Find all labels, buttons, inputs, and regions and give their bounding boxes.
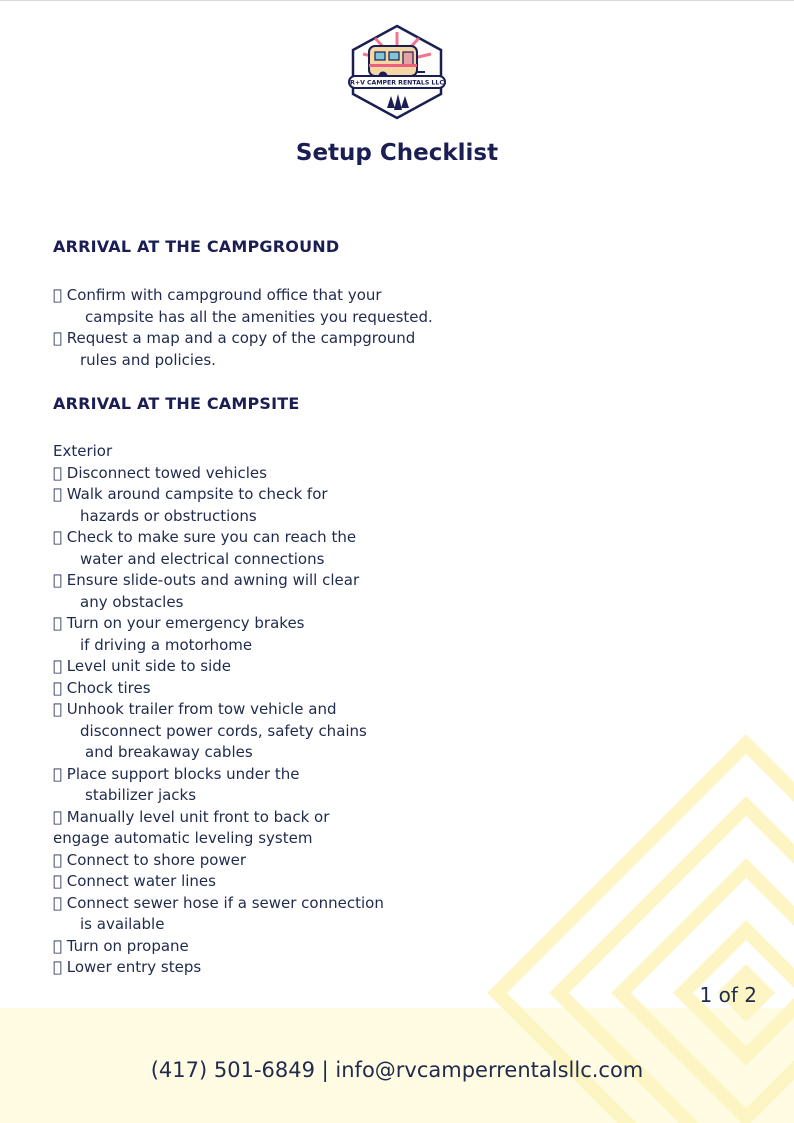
- checklist-item: Unhook trailer from tow vehicle and: [53, 700, 323, 718]
- checklist-item: Walk around campsite to check for: [53, 485, 314, 503]
- checklist-item-continuation: disconnect power cords, safety chains: [80, 721, 367, 740]
- checklist-item: Manually level unit front to back or: [53, 807, 316, 826]
- checklist-item: Level unit side to side: [53, 657, 218, 675]
- checklist-item-continuation: if driving a motorhome: [80, 635, 253, 654]
- checklist-item-continuation: and breakaway cables: [85, 743, 253, 761]
- checklist-item: Ensure slide-outs and awning will clear: [53, 571, 346, 589]
- checklist-item: Turn on your emergency brakes: [53, 614, 291, 632]
- checklist-item: Lower entry steps: [53, 958, 188, 976]
- checklist-item-continuation: rules and policies.: [80, 350, 216, 369]
- checklist-item: Turn on propane: [53, 936, 176, 955]
- checklist-item: Place support blocks under the: [53, 764, 286, 783]
- contact-footer: (417) 501-6849 | info@rvcamperrentalsllc.com: [150, 1058, 644, 1082]
- checklist-item: Connect sewer hose if a sewer connection: [53, 893, 371, 912]
- top-divider: [0, 0, 794, 1]
- checklist-item: Connect water lines: [53, 872, 203, 890]
- checklist-item-continuation: engage automatic leveling system: [53, 829, 313, 847]
- checklist-item-continuation: is available: [80, 915, 165, 933]
- checklist-item: Connect to shore power: [53, 850, 233, 869]
- page-title: Setup Checklist: [295, 140, 499, 166]
- company-logo: [345, 24, 449, 120]
- section-heading-campsite: ARRIVAL AT THE CAMPSITE: [53, 394, 300, 413]
- campsite-checklist: [53, 441, 384, 979]
- logo-text: R+V CAMPER RENTALS LLC: [350, 79, 444, 87]
- campground-checklist: [53, 285, 433, 371]
- page-number: 1 of 2: [699, 983, 757, 1007]
- checklist-item: Check to make sure you can reach the: [53, 528, 343, 546]
- checklist-item-continuation: campsite has all the amenities you requested.: [85, 307, 433, 326]
- subsection-label: Exterior: [53, 442, 113, 460]
- checklist-item-continuation: water and electrical connections: [80, 549, 325, 568]
- section-heading-campground: ARRIVAL AT THE CAMPGROUND: [53, 237, 340, 256]
- checklist-item: Disconnect towed vehicles: [53, 463, 254, 482]
- checklist-item: Chock tires: [53, 678, 137, 697]
- checklist-item-continuation: stabilizer jacks: [85, 786, 197, 804]
- checklist-item: Request a map and a copy of the campground: [53, 329, 402, 347]
- checklist-item-continuation: hazards or obstructions: [80, 506, 257, 525]
- checklist-item-continuation: any obstacles: [80, 592, 184, 611]
- checklist-item: Confirm with campground office that your: [53, 286, 368, 304]
